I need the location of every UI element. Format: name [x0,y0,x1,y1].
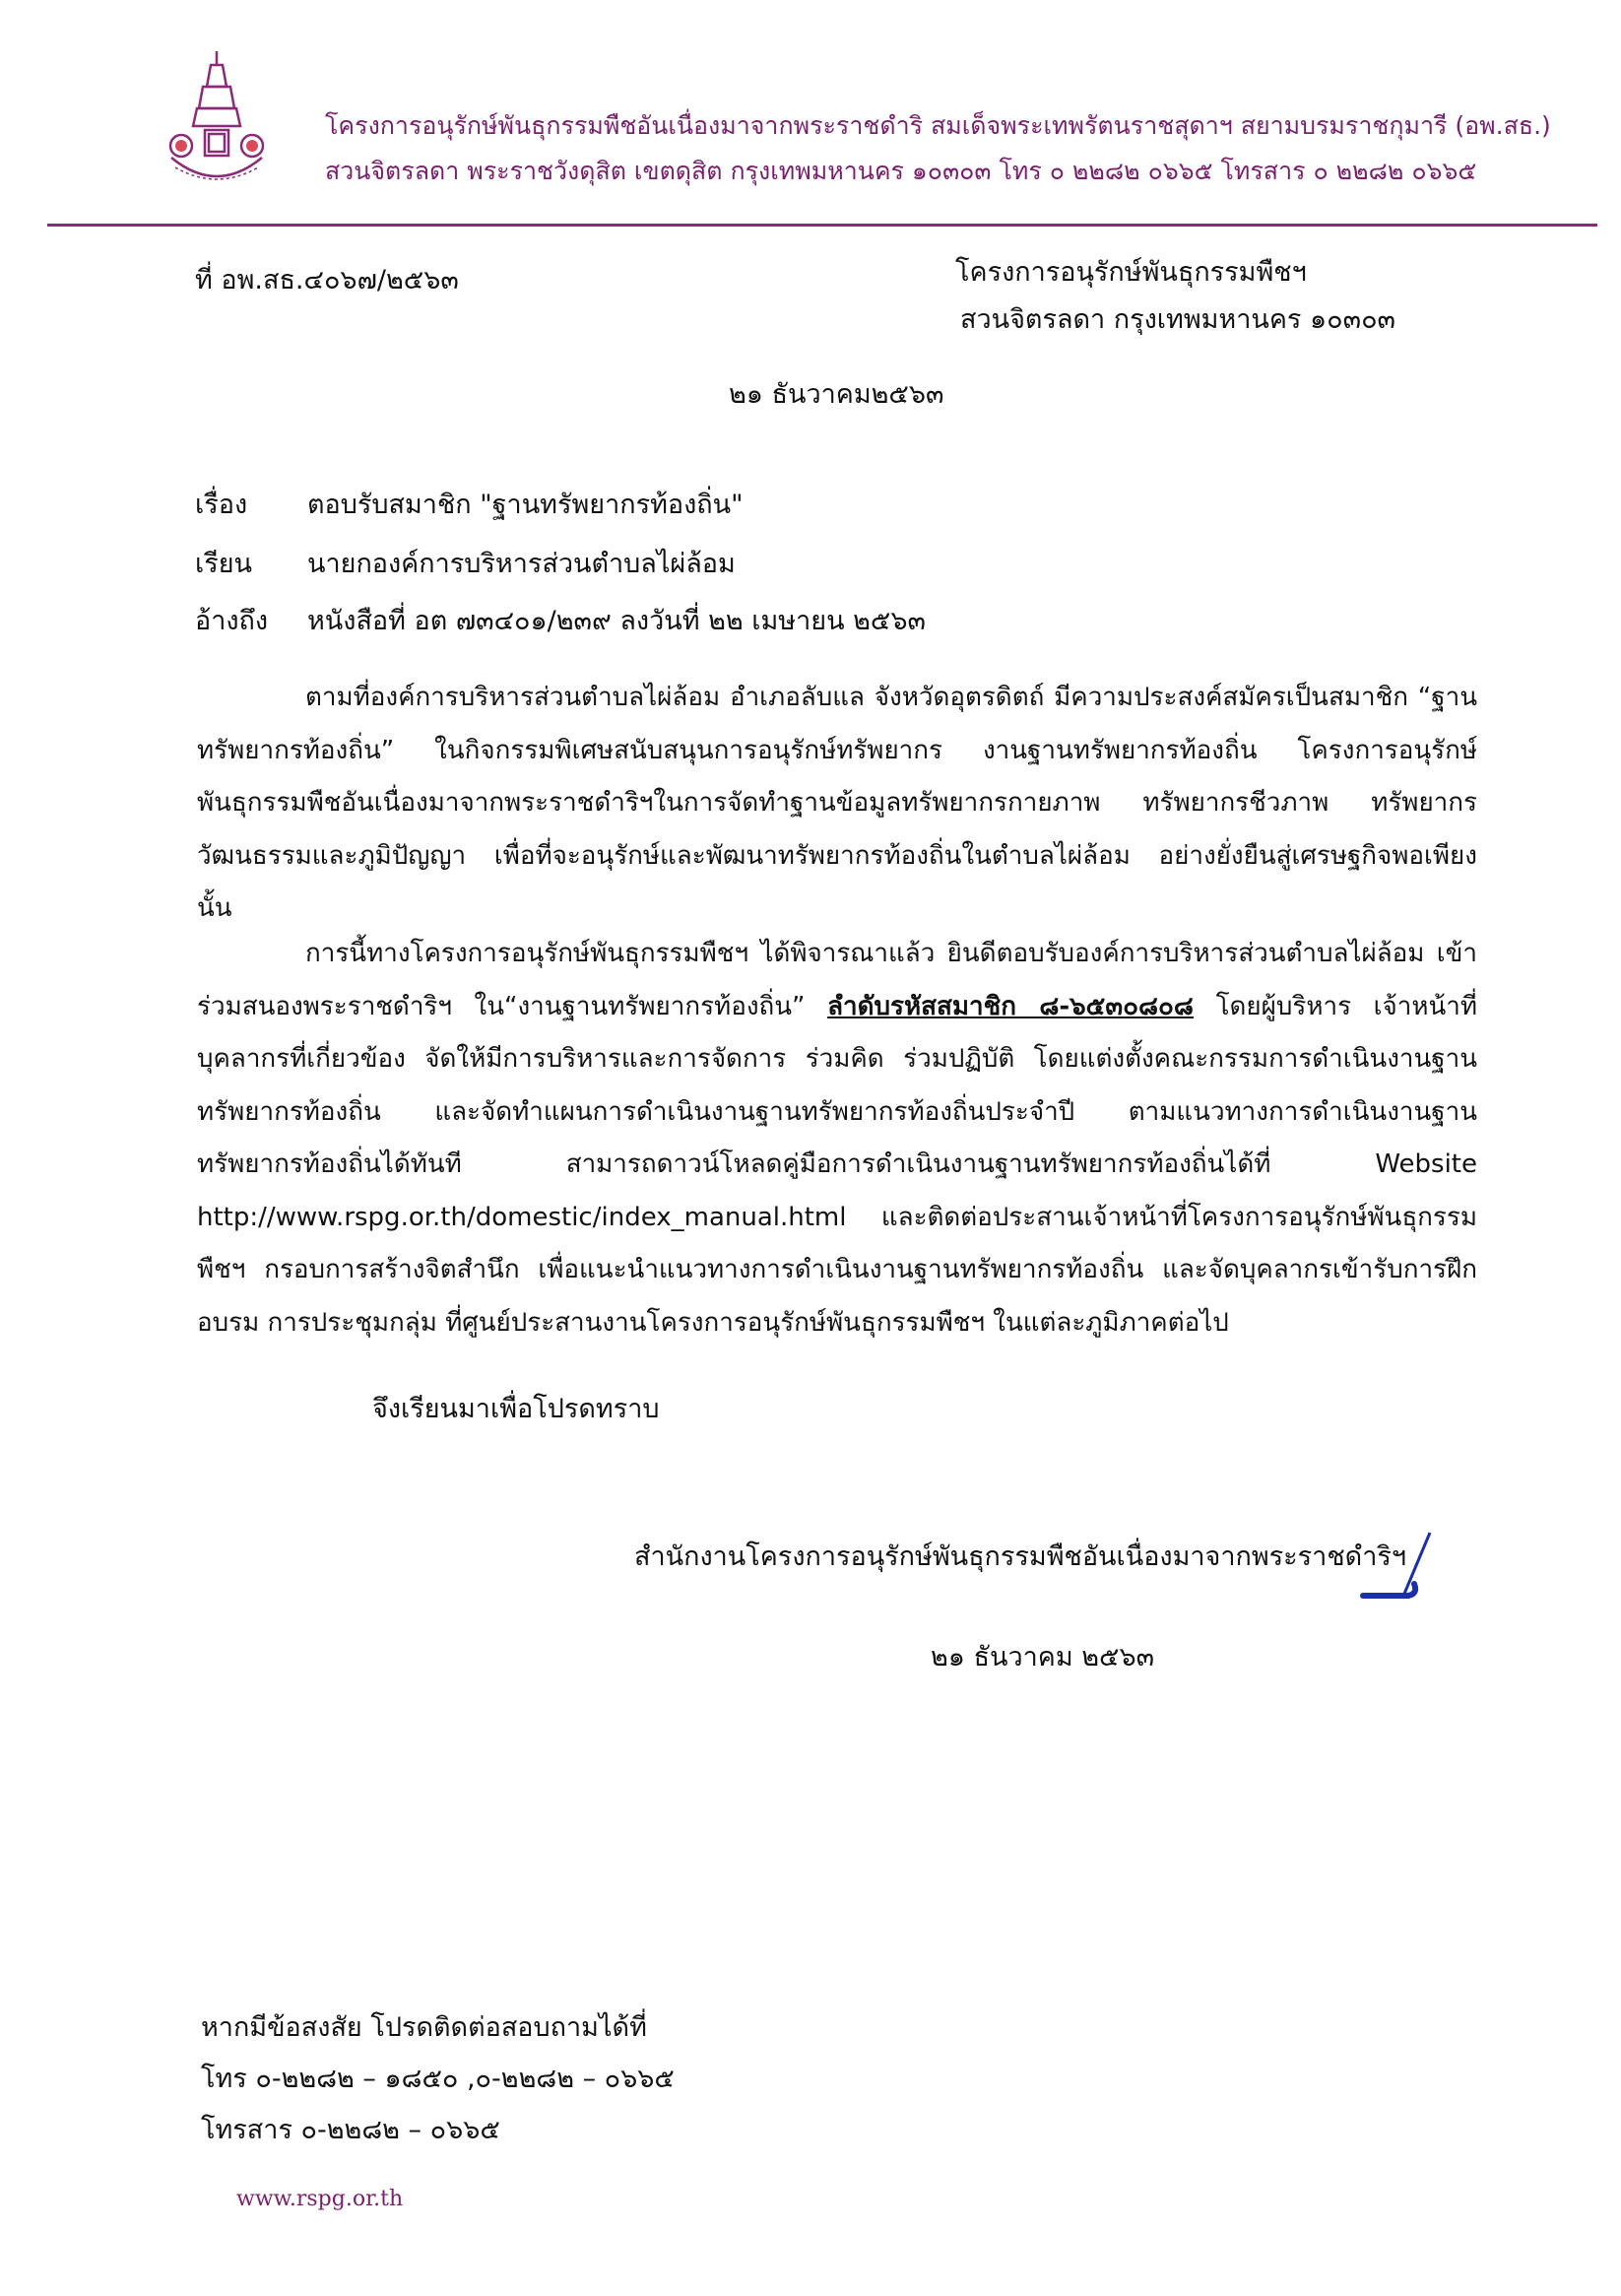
letter-date: ๒๑ ธันวาคม๒๕๖๓ [729,379,944,410]
paragraph-1-text: ตามที่องค์การบริหารส่วนตำบลไผ่ล้อม อำเภอลับแล จังหวัดอุตรดิตถ์ มีความประสงค์สมัครเป็นสมาชิก “ฐานทรัพยากรท้องถิ่น” ในกิจกรรมพิเศษสนับสนุนการอนุรักษ์ทรัพยากร งานฐานทรัพยากรท้องถิ่น โครงการอนุรักษ์พันธุกรรมพืชอันเนื่องมาจากพระราชดำริฯในการจัดทำฐานข้อมูลทรัพยากรกายภาพ ทรัพยากรชีวภาพ ทรัพยากรวัฒนธรรมและภูมิปัญญา เพื่อที่จะอนุรักษ์และพัฒนาทรัพยากรท้องถิ่นในตำบลไผ่ล้อม อย่างยั่งยืนสู่เศรษฐกิจพอเพียง นั้น [197,683,1477,923]
paragraph-2 [197,928,1477,1349]
footer-fax: โทรสาร ๐-๒๒๘๒ – ๐๖๖๕ [201,2115,500,2145]
footer-inquiry: หากมีข้อสงสัย โปรดติดต่อสอบถามได้ที่ [201,2012,647,2043]
footer-phone: โทร ๐-๒๒๘๒ – ๑๘๕๐ ,๐-๒๒๘๒ – ๐๖๖๕ [201,2064,675,2094]
reference-number: ที่ อพ.สธ.๔๐๖๗/๒๕๖๓ [195,265,459,295]
letterhead-line-2: สวนจิตรลดา พระราชวังดุสิต เขตดุสิต กรุงเทพมหานคร ๑๐๓๐๓ โทร ๐ ๒๒๘๒ ๐๖๖๕ โทรสาร ๐ ๒๒๘๒ ๐๖๖๕ [325,157,1477,185]
rspg-logo [158,47,276,195]
closing-phrase: จึงเรียนมาเพื่อโปรดทราบ [372,1394,660,1424]
letterhead-line-1: โครงการอนุรักษ์พันธุกรรมพืชอันเนื่องมาจากพระราชดำริ สมเด็จพระเทพรัตนราชสุดาฯ สยามบรมราชกุมารี (อพ.สธ.) [325,111,1551,140]
paragraph-2-text-a: การนี้ทางโครงการอนุรักษ์พันธุกรรมพืชฯ ได้พิจารณาแล้ว ยินดีตอบรับองค์การบริหารส่วนตำบลไผ่ล้อม เข้าร่วมสนองพระราชดำริฯ ใน“งานฐานทรัพยากรท้องถิ่น” [197,939,1477,1021]
footer-website[interactable]: www.rspg.or.th [236,2187,404,2211]
subject-label: เรื่อง [195,490,248,520]
sender-line-1: โครงการอนุรักษ์พันธุกรรมพืชฯ [955,257,1307,288]
reference-label: อ้างถึง [195,606,269,636]
sender-line-2: สวนจิตรลดา กรุงเทพมหานคร ๑๐๓๐๓ [960,304,1396,335]
paragraph-1 [197,672,1477,936]
to-value: นายกองค์การบริหารส่วนตำบลไผ่ล้อม [307,549,736,579]
letterhead-divider [47,224,1597,227]
to-label: เรียน [195,549,253,579]
signature [1359,1525,1448,1613]
subject-value: ตอบรับสมาชิก "ฐานทรัพยากรท้องถิ่น" [307,490,744,520]
member-code: ลำดับรหัสสมาชิก ๘-๖๕๓๐๘๐๘ [827,991,1194,1021]
sign-date: ๒๑ ธันวาคม ๒๕๖๓ [931,1642,1155,1673]
paragraph-2-text-b: โดยผู้บริหาร เจ้าหน้าที่ บุคลากรที่เกี่ยวข้อง จัดให้มีการบริหารและการจัดการ ร่วมคิด ร่วมปฏิบัติ โดยแต่งตั้งคณะกรรมการดำเนินงานฐานทรัพยากรท้องถิ่น และจัดทำแผนการดำเนินงานฐานทรัพยากรท้องถิ่นประจำปี ตามแนวทางการดำเนินงานฐานทรัพยากรท้องถิ่นได้ทันที สามารถดาวน์โหลดคู่มือการดำเนินงานฐานทรัพยากรท้องถิ่นได้ที่ Website http://www.rspg.or.th/domestic/index_manual.html และติดต่อประสานเจ้าหน้าที่โครงการอนุรักษ์พันธุกรรมพืชฯ กรอบการสร้างจิตสำนึก เพื่อแนะนำแนวทางการดำเนินงานฐานทรัพยากรท้องถิ่น และจัดบุคลากรเข้ารับการฝึกอบรม การประชุมกลุ่ม ที่ศูนย์ประสานงานโครงการอนุรักษ์พันธุกรรมพืชฯ ในแต่ละภูมิภาคต่อไป [197,991,1477,1338]
reference-value: หนังสือที่ อต ๗๓๔๐๑/๒๓๙ ลงวันที่ ๒๒ เมษายน ๒๕๖๓ [307,606,926,636]
signatory: สำนักงานโครงการอนุรักษ์พันธุกรรมพืชอันเนื่องมาจากพระราชดำริฯ [634,1542,1407,1572]
